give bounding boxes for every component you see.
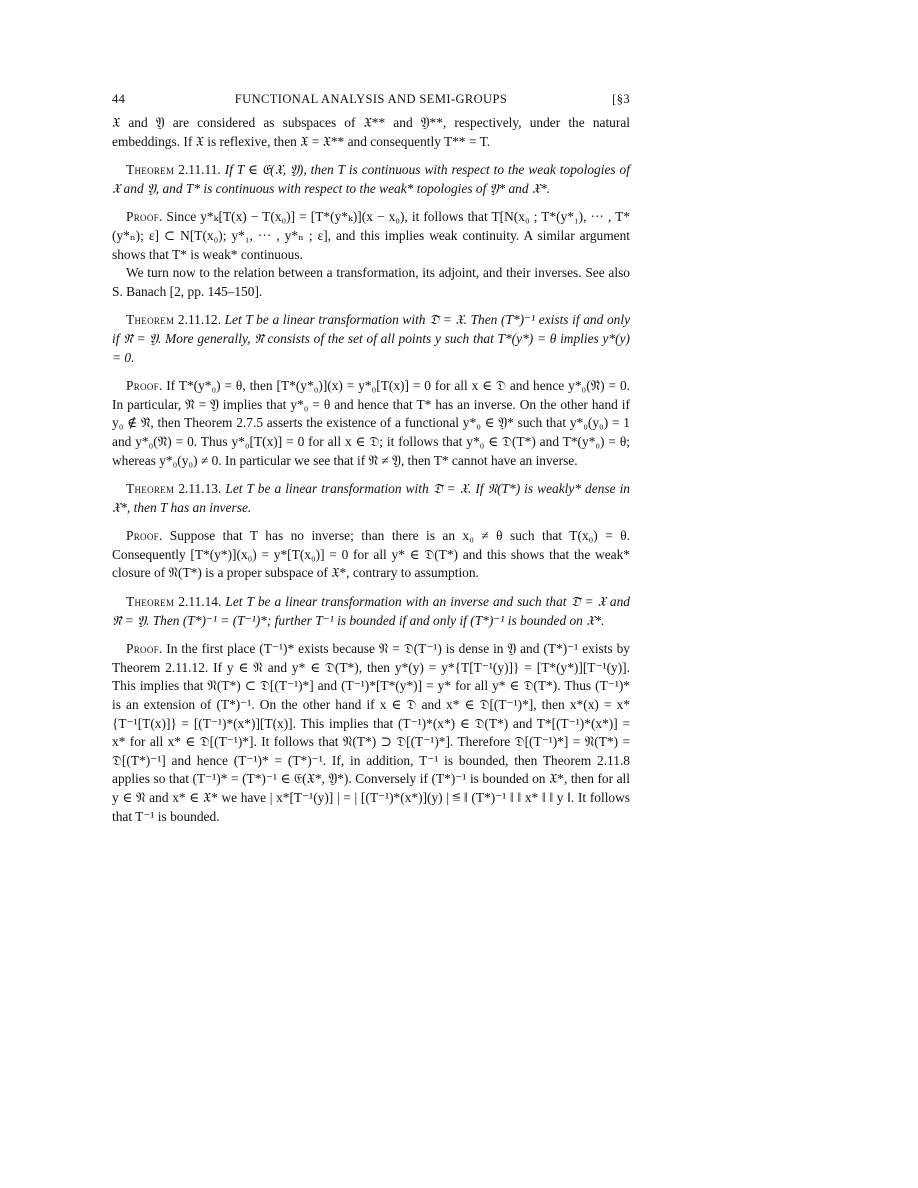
proof-2-11-12: Proof. If T*(y*₀) = θ, then [T*(y*₀)](x) = y*₀[T(x)] = 0 for all x ∈ 𝔇 and hence y*₀(𝔑̄) = 0. In particular, 𝔑̄ = 𝔜 implies that y*₀ = θ and hence that T* has an inverse. On the other hand if y₀ ∉ 𝔑̄, then Theorem 2.7.5 asserts the existence of a functional y*₀ ∈ 𝔜* such that y*₀(y₀) = 1 and y*₀(𝔑̄) = 0. Thus y*₀[T(x)] = 0 for all x ∈ 𝔇; it follows that y*₀ ∈ 𝔇(T*) and T*(y*₀) = θ; whereas y*₀(y₀) ≠ 0. In particular we see that if 𝔑̄ ≠ 𝔜, then T* cannot have an inverse. bbox=[112, 378, 630, 468]
theorem-2-11-14: Theorem 2.11.14. Let T be a linear transformation with an inverse and such that 𝔇̄ = 𝔛 and 𝔑̄ = 𝔜. Then (T*)⁻¹ = (T⁻¹)*; further T⁻¹ is bounded if and only if (T*)⁻¹ is bounded on 𝔛*. bbox=[112, 594, 630, 628]
theorem-2-11-12: Theorem 2.11.12. Let T be a linear transformation with 𝔇̄ = 𝔛. Then (T*)⁻¹ exists if and only if 𝔑̄ = 𝔜. More generally, 𝔑̄ consists of the set of all points y such that T*(y*) = θ implies y*(y) = 0. bbox=[112, 312, 631, 365]
intro-paragraph: 𝔛 and 𝔜 are considered as subspaces of 𝔛** and 𝔜**, respectively, under the natural embeddings. If 𝔛 is reflexive, then 𝔛 = 𝔛** and consequently T** = T. bbox=[112, 115, 630, 149]
proof-2-11-14: Proof. In the first place (T⁻¹)* exists because 𝔑 = 𝔇(T⁻¹) is dense in 𝔜 and (T*)⁻¹ exists by Theorem 2.11.12. If y ∈ 𝔑 and y* ∈ 𝔇(T*), then y*(y) = y*{T[T⁻¹(y)]} = [T*(y*)][T⁻¹(y)]. This implies that 𝔑(T*) ⊂ 𝔇[(T⁻¹)*] and (T⁻¹)*[T*(y*)] = y* for all y* ∈ 𝔇(T*). Thus (T⁻¹)* is an extension of (T*)⁻¹. On the other hand if x ∈ 𝔇 and x* ∈ 𝔇[(T⁻¹)*], then x*(x) = x*{T⁻¹[T(x)]} = [(T⁻¹)*(x*)][T(x)]. This implies that (T⁻¹)*(x*) ∈ 𝔇(T*) and T*[(T⁻¹)*(x*)] = x* for all x* ∈ 𝔇[(T⁻¹)*]. It follows that 𝔑(T*) ⊃ 𝔇[(T⁻¹)*]. Therefore 𝔇[(T⁻¹)*] = 𝔑(T*) = 𝔇[(T*)⁻¹] and hence (T⁻¹)* = (T*)⁻¹. If, in addition, T⁻¹ is bounded, then Theorem 2.11.8 applies so that (T⁻¹)* = (T*)⁻¹ ∈ 𝔈(𝔛*, 𝔜*). Conversely if (T*)⁻¹ is bounded on 𝔛*, then for all y ∈ 𝔑 and x* ∈ 𝔛* we have | x*[T⁻¹(y)] | = | [(T⁻¹)*(x*)](y) | ≦ ‖ (T*)⁻¹ ‖ ‖ x* ‖ ‖ y ‖. It follows that T⁻¹ is bounded. bbox=[112, 641, 630, 824]
proof-2-11-11: Proof. Since y*ₖ[T(x) − T(x₀)] = [T*(y*ₖ)](x − x₀), it follows that T[N(x₀ ; T*(y*₁), ··· , T*(y*ₙ); ε] ⊂ N[T(x₀); y*₁, ··· , y*ₙ ; ε], and this implies weak continuity. A similar argument shows that T* is weak* continuous. bbox=[112, 209, 630, 262]
theorem-2-11-13: Theorem 2.11.13. Let T be a linear transformation with 𝔇̄ = 𝔛. If 𝔑(T*) is weakly* dense in 𝔛*, then T has an inverse. bbox=[112, 481, 631, 515]
page-number: 44 bbox=[112, 92, 126, 106]
running-title: FUNCTIONAL ANALYSIS AND SEMI-GROUPS bbox=[234, 92, 508, 106]
theorem-2-11-11: Theorem 2.11.11. If T ∈ 𝔈(𝔛, 𝔜), then T is continuous with respect to the weak topologies of 𝔛 and 𝔜, and T* is continuous with respect to the weak* topologies of 𝔜* and 𝔛*. bbox=[112, 162, 630, 196]
running-header bbox=[112, 92, 630, 114]
book-page bbox=[112, 92, 630, 826]
proof-2-11-13: Proof. Suppose that T has no inverse; than there is an x₀ ≠ θ such that T(x₀) = θ. Consequently [T*(y*)](x₀) = y*[T(x₀)] = 0 for all y* ∈ 𝔇(T*) and this shows that the weak* closure of 𝔑(T*) is a proper subspace of 𝔛*, contrary to assumption. bbox=[112, 528, 630, 581]
paragraph-adjoint-inverses: We turn now to the relation between a transformation, its adjoint, and their inverses. See also S. Banach [2, pp. 145–150]. bbox=[112, 265, 630, 299]
section-marker: [§3 bbox=[612, 92, 630, 106]
